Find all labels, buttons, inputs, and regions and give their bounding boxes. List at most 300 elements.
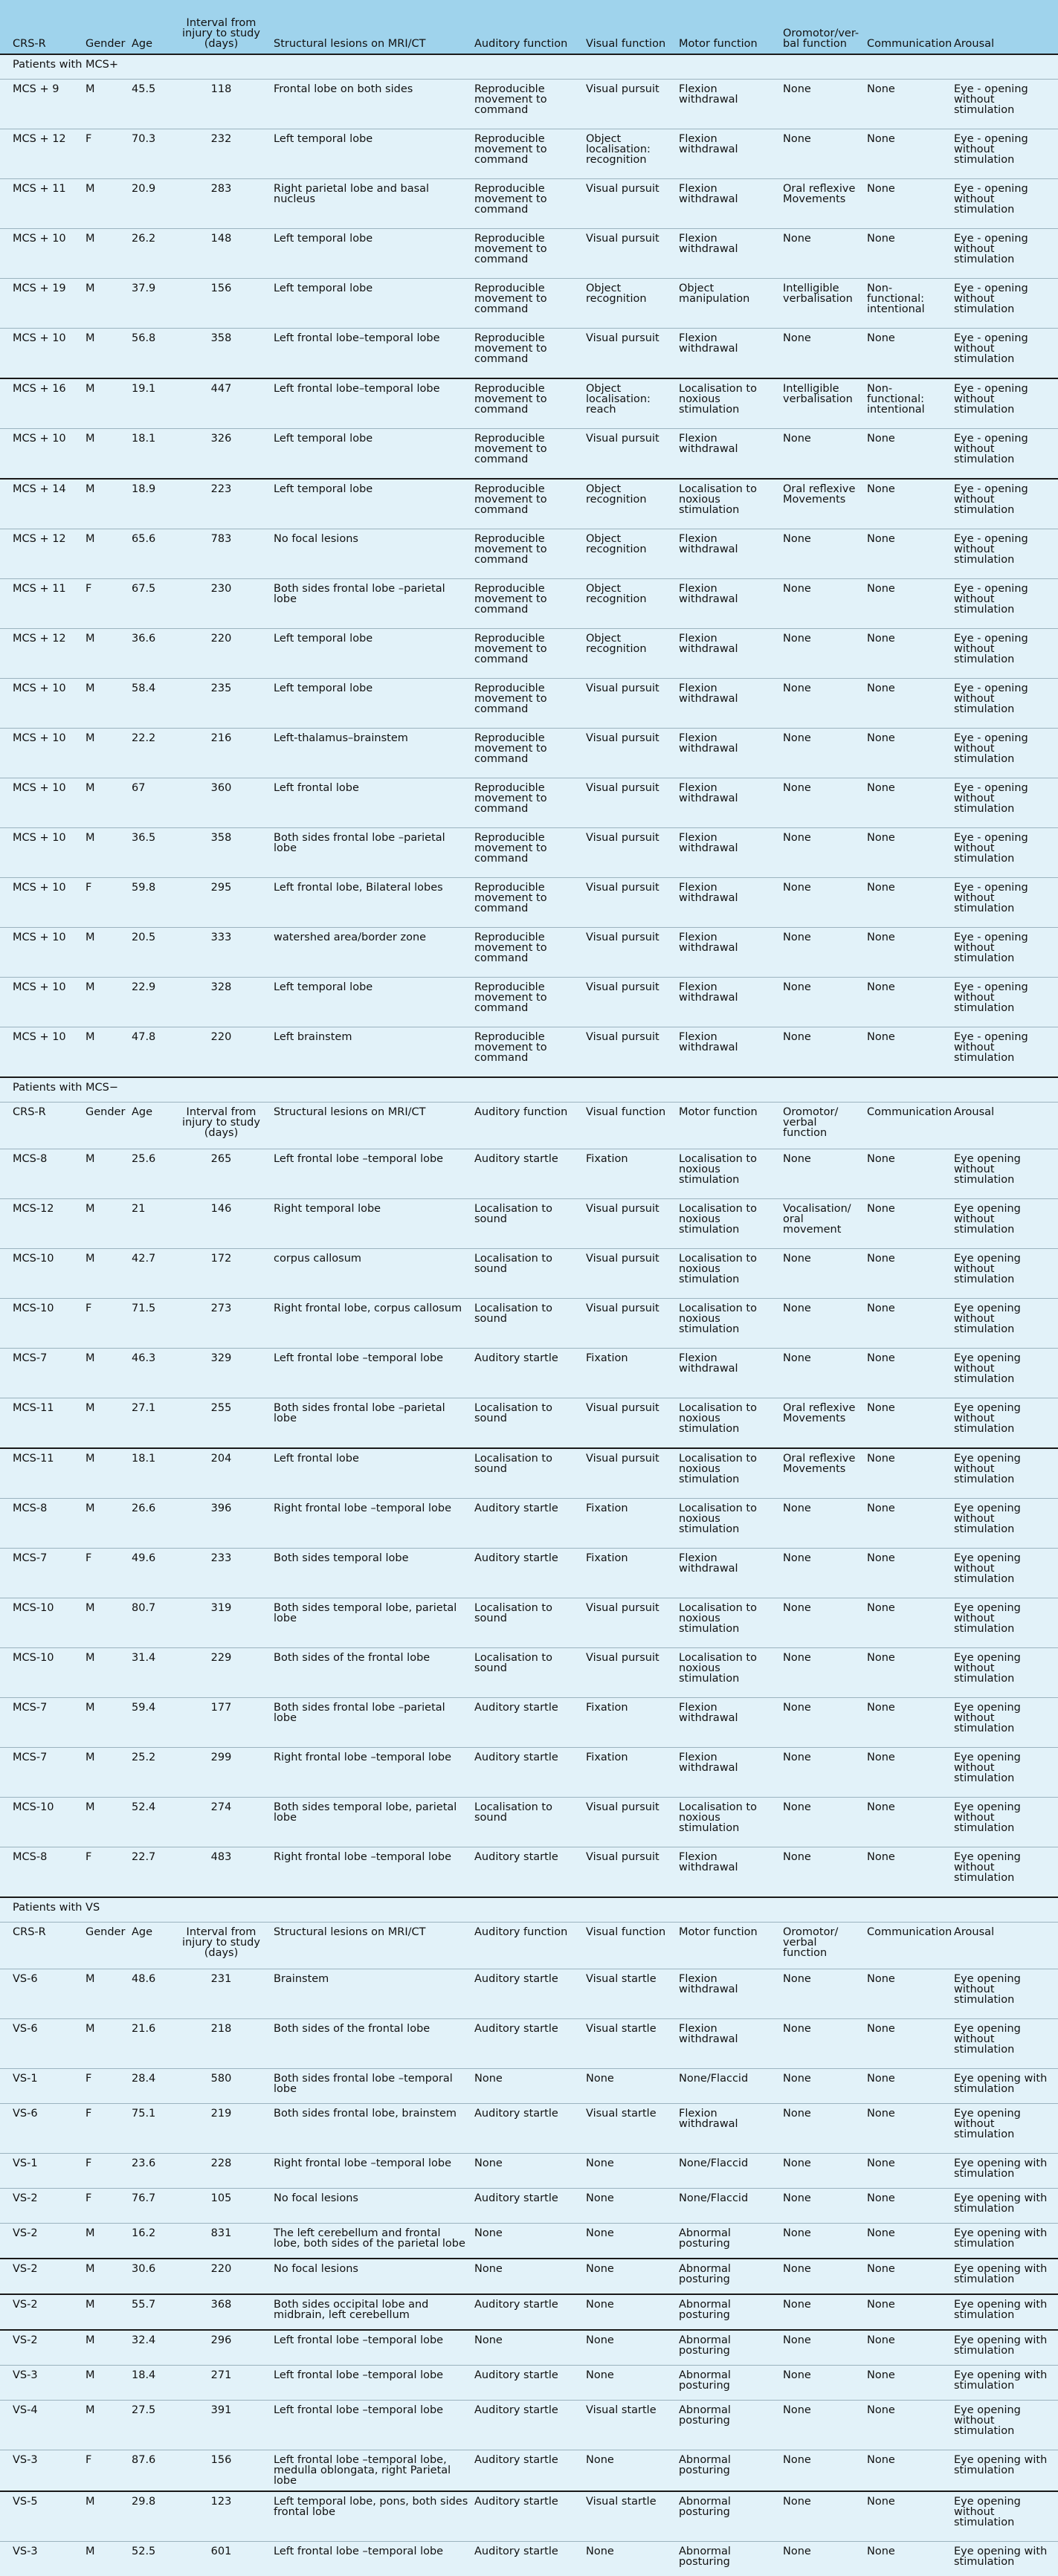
table-cell: Eye opening without stimulation bbox=[951, 1398, 1058, 1449]
table-cell: None bbox=[864, 1969, 951, 2019]
table-cell: Localisation to noxious stimulation bbox=[676, 1249, 780, 1299]
table-row bbox=[0, 1299, 1058, 1349]
table-cell: M bbox=[83, 1798, 129, 1847]
table-row bbox=[0, 529, 1058, 579]
table-cell: None bbox=[864, 1448, 951, 1499]
table-cell: Eye - opening without stimulation bbox=[951, 229, 1058, 279]
table-row bbox=[0, 2189, 1058, 2224]
subheader-cell: Communication bbox=[864, 1103, 951, 1149]
table-cell: MCS-11 bbox=[0, 1448, 83, 1499]
table-cell: Flexion withdrawal bbox=[676, 1698, 780, 1748]
table-row bbox=[0, 2450, 1058, 2492]
table-cell: Eye opening without stimulation bbox=[951, 1499, 1058, 1549]
table-cell: 319 bbox=[172, 1598, 271, 1648]
table-cell: None bbox=[864, 129, 951, 179]
table-cell: Localisation to noxious stimulation bbox=[676, 1499, 780, 1549]
table-cell: Reproducible movement to command bbox=[471, 129, 583, 179]
section-subheader-row bbox=[0, 1923, 1058, 1969]
table-cell: None bbox=[780, 579, 864, 629]
table-cell: None bbox=[864, 479, 951, 529]
table-cell: Localisation to sound bbox=[471, 1299, 583, 1349]
header-lesions: Structural lesions on MRI/CT bbox=[271, 0, 471, 54]
table-cell: 32.4 bbox=[129, 2330, 172, 2366]
table-cell: MCS + 10 bbox=[0, 878, 83, 928]
table-cell: VS-3 bbox=[0, 2542, 83, 2576]
table-cell: Left temporal lobe bbox=[271, 429, 471, 480]
table-cell: Fixation bbox=[583, 1698, 676, 1748]
table-cell: F bbox=[83, 579, 129, 629]
table-cell: 59.8 bbox=[129, 878, 172, 928]
table-cell: Right frontal lobe, corpus callosum bbox=[271, 1299, 471, 1349]
table-cell: M bbox=[83, 1027, 129, 1078]
table-cell: Localisation to noxious stimulation bbox=[676, 378, 780, 429]
table-cell: None bbox=[583, 2259, 676, 2294]
table-cell: Abnormal posturing bbox=[676, 2450, 780, 2492]
table-cell: Visual pursuit bbox=[583, 179, 676, 229]
table-cell: 360 bbox=[172, 778, 271, 828]
table-cell: Localisation to sound bbox=[471, 1448, 583, 1499]
table-cell: None bbox=[864, 1549, 951, 1598]
subheader-cell: Age bbox=[129, 1923, 172, 1969]
table-cell: Fixation bbox=[583, 1149, 676, 1199]
table-cell: 22.7 bbox=[129, 1847, 172, 1898]
table-row bbox=[0, 1199, 1058, 1249]
table-cell: M bbox=[83, 2259, 129, 2294]
table-cell: None bbox=[780, 928, 864, 978]
table-cell: Reproducible movement to command bbox=[471, 878, 583, 928]
table-cell: M bbox=[83, 479, 129, 529]
table-cell: 45.5 bbox=[129, 80, 172, 129]
table-row bbox=[0, 1349, 1058, 1398]
table-cell: None bbox=[864, 778, 951, 828]
table-cell: Eye opening with stimulation bbox=[951, 2450, 1058, 2492]
table-cell: None bbox=[780, 1249, 864, 1299]
table-cell: Fixation bbox=[583, 1748, 676, 1798]
table-cell: VS-2 bbox=[0, 2294, 83, 2330]
table-cell: Both sides frontal lobe, brainstem bbox=[271, 2104, 471, 2154]
table-cell: 70.3 bbox=[129, 129, 172, 179]
subheader-cell: Motor function bbox=[676, 1923, 780, 1969]
table-cell: None bbox=[864, 2401, 951, 2450]
table-cell: Abnormal posturing bbox=[676, 2294, 780, 2330]
table-cell: 156 bbox=[172, 2450, 271, 2492]
table-cell: Eye opening without stimulation bbox=[951, 1549, 1058, 1598]
table-cell: 148 bbox=[172, 229, 271, 279]
table-cell: MCS-7 bbox=[0, 1549, 83, 1598]
table-cell: Localisation to noxious stimulation bbox=[676, 1648, 780, 1698]
table-cell: 22.9 bbox=[129, 978, 172, 1027]
table-cell: 20.9 bbox=[129, 179, 172, 229]
table-cell: Flexion withdrawal bbox=[676, 2104, 780, 2154]
table-cell: Abnormal posturing bbox=[676, 2542, 780, 2576]
table-cell: 296 bbox=[172, 2330, 271, 2366]
table-cell: 27.5 bbox=[129, 2401, 172, 2450]
table-cell: Auditory startle bbox=[471, 1499, 583, 1549]
table-cell: MCS + 12 bbox=[0, 529, 83, 579]
section-title-row bbox=[0, 1077, 1058, 1103]
table-cell: Eye - opening without stimulation bbox=[951, 529, 1058, 579]
table-cell: Visual pursuit bbox=[583, 828, 676, 878]
table-cell: 26.6 bbox=[129, 1499, 172, 1549]
table-cell: Reproducible movement to command bbox=[471, 579, 583, 629]
table-cell: 25.2 bbox=[129, 1748, 172, 1798]
table-cell: Reproducible movement to command bbox=[471, 429, 583, 480]
table-cell: None bbox=[780, 1648, 864, 1698]
table-cell: VS-6 bbox=[0, 2019, 83, 2069]
table-row bbox=[0, 1027, 1058, 1078]
table-cell: None bbox=[780, 1499, 864, 1549]
table-cell: None bbox=[780, 1149, 864, 1199]
table-cell: Eye opening without stimulation bbox=[951, 1698, 1058, 1748]
table-cell: 49.6 bbox=[129, 1549, 172, 1598]
table-cell: M bbox=[83, 229, 129, 279]
table-cell: MCS-10 bbox=[0, 1598, 83, 1648]
table-cell: MCS-7 bbox=[0, 1698, 83, 1748]
table-cell: M bbox=[83, 2294, 129, 2330]
table-cell: Eye opening without stimulation bbox=[951, 2491, 1058, 2542]
table-cell: None bbox=[780, 2401, 864, 2450]
table-cell: Auditory startle bbox=[471, 2019, 583, 2069]
table-cell: M bbox=[83, 2019, 129, 2069]
table-cell: Localisation to noxious stimulation bbox=[676, 1448, 780, 1499]
table-cell: Reproducible movement to command bbox=[471, 329, 583, 379]
table-cell: F bbox=[83, 2104, 129, 2154]
table-cell: Flexion withdrawal bbox=[676, 1549, 780, 1598]
table-cell: Reproducible movement to command bbox=[471, 1027, 583, 1078]
table-row bbox=[0, 579, 1058, 629]
table-cell: Left frontal lobe bbox=[271, 778, 471, 828]
table-row bbox=[0, 179, 1058, 229]
table-cell: Both sides frontal lobe –parietal lobe bbox=[271, 1698, 471, 1748]
table-cell: Auditory startle bbox=[471, 1969, 583, 2019]
table-cell: Visual startle bbox=[583, 2401, 676, 2450]
table-cell: 783 bbox=[172, 529, 271, 579]
table-cell: None bbox=[864, 80, 951, 129]
table-cell: Oral reflexive Movements bbox=[780, 1398, 864, 1449]
table-cell: None bbox=[864, 1748, 951, 1798]
table-cell: watershed area/border zone bbox=[271, 928, 471, 978]
table-cell: None bbox=[864, 2294, 951, 2330]
table-cell: Left frontal lobe, Bilateral lobes bbox=[271, 878, 471, 928]
table-cell: Non-functional: intentional bbox=[864, 279, 951, 329]
table-cell: Eye opening without stimulation bbox=[951, 1969, 1058, 2019]
table-cell: Flexion withdrawal bbox=[676, 2019, 780, 2069]
table-cell: Auditory startle bbox=[471, 1698, 583, 1748]
table-cell: MCS + 14 bbox=[0, 479, 83, 529]
table-cell: Flexion withdrawal bbox=[676, 1969, 780, 2019]
table-row bbox=[0, 1969, 1058, 2019]
table-cell: Object manipulation bbox=[676, 279, 780, 329]
table-row bbox=[0, 1748, 1058, 1798]
table-cell: Left frontal lobe –temporal lobe bbox=[271, 2401, 471, 2450]
table-cell: Reproducible movement to command bbox=[471, 479, 583, 529]
table-cell: None bbox=[780, 679, 864, 729]
table-cell: VS-2 bbox=[0, 2330, 83, 2366]
table-cell: None bbox=[780, 729, 864, 778]
subheader-cell: Communication bbox=[864, 1923, 951, 1969]
table-cell: None bbox=[864, 1299, 951, 1349]
table-cell: Visual pursuit bbox=[583, 878, 676, 928]
table-cell: 156 bbox=[172, 279, 271, 329]
header-auditory: Auditory function bbox=[471, 0, 583, 54]
table-cell: Eye - opening without stimulation bbox=[951, 729, 1058, 778]
table-cell: Reproducible movement to command bbox=[471, 778, 583, 828]
table-cell: M bbox=[83, 329, 129, 379]
table-cell: None bbox=[780, 2069, 864, 2104]
table-cell: Visual pursuit bbox=[583, 1448, 676, 1499]
table-cell: Left temporal lobe, pons, both sides frontal lobe bbox=[271, 2491, 471, 2542]
table-cell: Right temporal lobe bbox=[271, 1199, 471, 1249]
table-cell: Left temporal lobe bbox=[271, 978, 471, 1027]
table-cell: 59.4 bbox=[129, 1698, 172, 1748]
table-cell: Eye opening with stimulation bbox=[951, 2189, 1058, 2224]
section-title-row bbox=[0, 1897, 1058, 1923]
table-cell: Visual pursuit bbox=[583, 1847, 676, 1898]
table-cell: Eye opening without stimulation bbox=[951, 2104, 1058, 2154]
table-cell: Right frontal lobe –temporal lobe bbox=[271, 2154, 471, 2189]
table-cell: M bbox=[83, 2401, 129, 2450]
table-cell: F bbox=[83, 2069, 129, 2104]
table-cell: No focal lesions bbox=[271, 2259, 471, 2294]
table-cell: None bbox=[864, 1199, 951, 1249]
table-cell: Abnormal posturing bbox=[676, 2401, 780, 2450]
subheader-cell: Visual function bbox=[583, 1103, 676, 1149]
table-cell: Visual pursuit bbox=[583, 978, 676, 1027]
table-cell: Both sides frontal lobe –temporal lobe bbox=[271, 2069, 471, 2104]
table-cell: F bbox=[83, 2450, 129, 2492]
table-cell: 219 bbox=[172, 2104, 271, 2154]
table-cell: Frontal lobe on both sides bbox=[271, 80, 471, 129]
table-cell: Left frontal lobe –temporal lobe bbox=[271, 2366, 471, 2401]
table-cell: None bbox=[864, 2154, 951, 2189]
table-cell: None bbox=[864, 1698, 951, 1748]
table-cell: None bbox=[780, 828, 864, 878]
table-cell: 220 bbox=[172, 1027, 271, 1078]
table-row bbox=[0, 2294, 1058, 2330]
table-cell: 52.5 bbox=[129, 2542, 172, 2576]
table-cell: None bbox=[780, 629, 864, 679]
table-cell: 18.9 bbox=[129, 479, 172, 529]
table-cell: 65.6 bbox=[129, 529, 172, 579]
table-cell: None bbox=[864, 978, 951, 1027]
table-cell: Fixation bbox=[583, 1549, 676, 1598]
table-cell: 396 bbox=[172, 1499, 271, 1549]
table-cell: None bbox=[583, 2366, 676, 2401]
table-cell: Flexion withdrawal bbox=[676, 828, 780, 878]
table-cell: M bbox=[83, 1748, 129, 1798]
table-cell: 46.3 bbox=[129, 1349, 172, 1398]
table-cell: 230 bbox=[172, 579, 271, 629]
table-cell: Auditory startle bbox=[471, 2401, 583, 2450]
table-cell: Localisation to sound bbox=[471, 1598, 583, 1648]
table-cell: 25.6 bbox=[129, 1149, 172, 1199]
table-cell: Eye - opening without stimulation bbox=[951, 179, 1058, 229]
table-cell: M bbox=[83, 2330, 129, 2366]
table-cell: None bbox=[780, 878, 864, 928]
section-title: Patients with MCS− bbox=[0, 1077, 1058, 1103]
table-cell: Left frontal lobe–temporal lobe bbox=[271, 329, 471, 379]
table-cell: Left frontal lobe –temporal lobe bbox=[271, 1149, 471, 1199]
table-cell: M bbox=[83, 1149, 129, 1199]
table-cell: Eye - opening without stimulation bbox=[951, 778, 1058, 828]
table-cell: 67 bbox=[129, 778, 172, 828]
table-row bbox=[0, 1648, 1058, 1698]
table-cell: M bbox=[83, 429, 129, 480]
table-row bbox=[0, 2542, 1058, 2576]
table-row bbox=[0, 2104, 1058, 2154]
table-cell: Abnormal posturing bbox=[676, 2366, 780, 2401]
table-cell: Intelligible verbalisation bbox=[780, 279, 864, 329]
table-cell: 20.5 bbox=[129, 928, 172, 978]
table-cell: MCS-12 bbox=[0, 1199, 83, 1249]
table-cell: Reproducible movement to command bbox=[471, 629, 583, 679]
section-title: Patients with VS bbox=[0, 1897, 1058, 1923]
table-cell: None bbox=[864, 1648, 951, 1698]
table-cell: 56.8 bbox=[129, 329, 172, 379]
table-cell: 299 bbox=[172, 1748, 271, 1798]
table-cell: Right frontal lobe –temporal lobe bbox=[271, 1748, 471, 1798]
table-cell: Eye opening with stimulation bbox=[951, 2294, 1058, 2330]
section-subheader-row bbox=[0, 1103, 1058, 1149]
table-cell: None bbox=[583, 2294, 676, 2330]
table-cell: None bbox=[864, 928, 951, 978]
subheader-cell: CRS-R bbox=[0, 1103, 83, 1149]
table-cell: Intelligible verbalisation bbox=[780, 378, 864, 429]
table-cell: 223 bbox=[172, 479, 271, 529]
table-cell: 76.7 bbox=[129, 2189, 172, 2224]
table-cell: VS-6 bbox=[0, 1969, 83, 2019]
table-cell: None bbox=[780, 2019, 864, 2069]
table-cell: Reproducible movement to command bbox=[471, 679, 583, 729]
table-cell: Abnormal posturing bbox=[676, 2224, 780, 2259]
table-cell: 580 bbox=[172, 2069, 271, 2104]
table-cell: 30.6 bbox=[129, 2259, 172, 2294]
table-cell: VS-3 bbox=[0, 2366, 83, 2401]
table-row bbox=[0, 1698, 1058, 1748]
table-cell: None bbox=[780, 129, 864, 179]
table-cell: M bbox=[83, 1199, 129, 1249]
table-cell: MCS-7 bbox=[0, 1349, 83, 1398]
table-row bbox=[0, 679, 1058, 729]
table-cell: 146 bbox=[172, 1199, 271, 1249]
table-cell: Eye opening without stimulation bbox=[951, 1798, 1058, 1847]
subheader-cell: CRS-R bbox=[0, 1923, 83, 1969]
table-cell: MCS + 10 bbox=[0, 429, 83, 480]
table-cell: Eye opening without stimulation bbox=[951, 1149, 1058, 1199]
table-row bbox=[0, 629, 1058, 679]
table-cell: Auditory startle bbox=[471, 1149, 583, 1199]
table-cell: None bbox=[780, 2154, 864, 2189]
table-cell: 28.4 bbox=[129, 2069, 172, 2104]
table-cell: F bbox=[83, 2154, 129, 2189]
table-cell: None bbox=[471, 2259, 583, 2294]
table-cell: MCS + 19 bbox=[0, 279, 83, 329]
table-cell: Eye - opening without stimulation bbox=[951, 679, 1058, 729]
table-cell: M bbox=[83, 179, 129, 229]
table-row bbox=[0, 2069, 1058, 2104]
table-cell: MCS + 11 bbox=[0, 179, 83, 229]
table-cell: None bbox=[780, 1549, 864, 1598]
table-cell: None bbox=[780, 329, 864, 379]
header-communication: Communication bbox=[864, 0, 951, 54]
table-cell: Eye opening without stimulation bbox=[951, 1847, 1058, 1898]
table-cell: 177 bbox=[172, 1698, 271, 1748]
table-cell: MCS-10 bbox=[0, 1249, 83, 1299]
table-cell: None bbox=[583, 2069, 676, 2104]
table-row bbox=[0, 828, 1058, 878]
table-cell: None bbox=[780, 2259, 864, 2294]
table-cell: None bbox=[864, 1798, 951, 1847]
table-cell: MCS-10 bbox=[0, 1299, 83, 1349]
table-cell: Visual pursuit bbox=[583, 1299, 676, 1349]
table-cell: None bbox=[780, 2294, 864, 2330]
table-cell: Flexion withdrawal bbox=[676, 679, 780, 729]
table-cell: Left temporal lobe bbox=[271, 229, 471, 279]
table-cell: Reproducible movement to command bbox=[471, 80, 583, 129]
table-cell: The left cerebellum and frontal lobe, both sides of the parietal lobe bbox=[271, 2224, 471, 2259]
table-row bbox=[0, 1499, 1058, 1549]
table-cell: Eye opening without stimulation bbox=[951, 2019, 1058, 2069]
table-cell: None bbox=[864, 1149, 951, 1199]
table-cell: MCS + 12 bbox=[0, 129, 83, 179]
table-cell: 358 bbox=[172, 329, 271, 379]
table-cell: 358 bbox=[172, 828, 271, 878]
table-row bbox=[0, 2401, 1058, 2450]
table-cell: M bbox=[83, 1648, 129, 1698]
table-row bbox=[0, 2259, 1058, 2294]
subheader-cell: Motor function bbox=[676, 1103, 780, 1149]
table-cell: Visual startle bbox=[583, 1969, 676, 2019]
table-cell: Object recognition bbox=[583, 529, 676, 579]
table-cell: None bbox=[780, 429, 864, 480]
table-cell: Flexion withdrawal bbox=[676, 778, 780, 828]
table-cell: 36.6 bbox=[129, 629, 172, 679]
table-cell: Vocalisation/ oral movement bbox=[780, 1199, 864, 1249]
header-motor: Motor function bbox=[676, 0, 780, 54]
table-cell: None bbox=[780, 978, 864, 1027]
table-cell: None bbox=[583, 2154, 676, 2189]
table-cell: Auditory startle bbox=[471, 1748, 583, 1798]
table-cell: 329 bbox=[172, 1349, 271, 1398]
table-cell: M bbox=[83, 529, 129, 579]
table-row bbox=[0, 2019, 1058, 2069]
table-cell: 19.1 bbox=[129, 378, 172, 429]
table-cell: None bbox=[864, 1349, 951, 1398]
table-cell: F bbox=[83, 1299, 129, 1349]
table-cell: None bbox=[864, 2259, 951, 2294]
table-cell: Localisation to noxious stimulation bbox=[676, 1149, 780, 1199]
table-cell: Eye - opening without stimulation bbox=[951, 429, 1058, 480]
table-cell: 220 bbox=[172, 629, 271, 679]
table-cell: Flexion withdrawal bbox=[676, 529, 780, 579]
table-cell: No focal lesions bbox=[271, 529, 471, 579]
table-row bbox=[0, 329, 1058, 379]
table-body bbox=[0, 54, 1058, 2576]
table-cell: Both sides occipital lobe and midbrain, left cerebellum bbox=[271, 2294, 471, 2330]
section-title-row bbox=[0, 54, 1058, 80]
table-cell: Auditory startle bbox=[471, 2491, 583, 2542]
table-cell: None bbox=[864, 2330, 951, 2366]
table-cell: Eye opening without stimulation bbox=[951, 1648, 1058, 1698]
table-cell: Eye opening without stimulation bbox=[951, 1299, 1058, 1349]
table-cell: F bbox=[83, 1847, 129, 1898]
table-cell: Left temporal lobe bbox=[271, 129, 471, 179]
table-cell: None bbox=[780, 2104, 864, 2154]
table-cell: None bbox=[471, 2069, 583, 2104]
table-cell: Flexion withdrawal bbox=[676, 928, 780, 978]
table-cell: Fixation bbox=[583, 1349, 676, 1398]
table-cell: Eye opening with stimulation bbox=[951, 2366, 1058, 2401]
